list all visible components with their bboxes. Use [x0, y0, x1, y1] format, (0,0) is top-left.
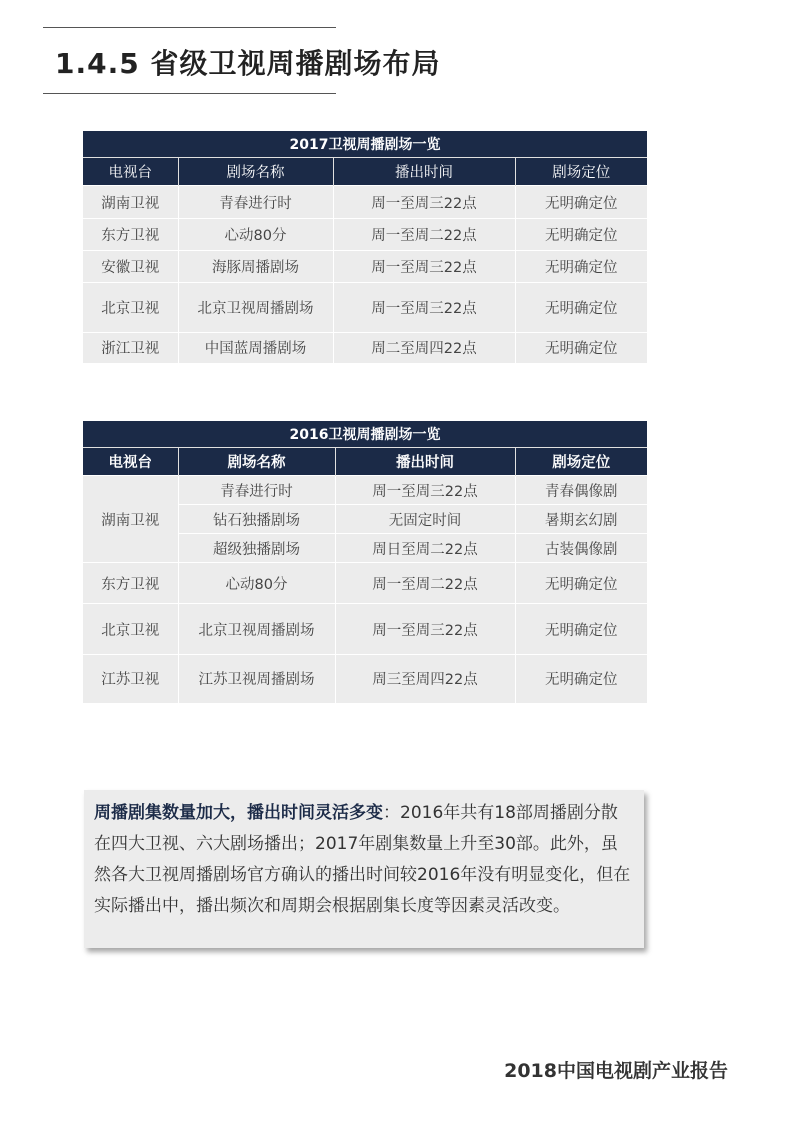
- positioning-cell: 无明确定位: [515, 333, 647, 363]
- page-title: 1.4.5 省级卫视周播剧场布局: [55, 47, 441, 80]
- table-2017: [83, 131, 647, 363]
- station-cell: 湖南卫视: [83, 476, 178, 563]
- theater-cell: 北京卫视周播剧场: [178, 283, 333, 333]
- positioning-cell: 无明确定位: [515, 283, 647, 333]
- col-theater: 剧场名称: [178, 448, 335, 476]
- report-footer: 2018中国电视剧产业报告: [504, 1060, 728, 1082]
- time-cell: 周一至周三22点: [333, 251, 515, 283]
- table-2016: [83, 421, 647, 703]
- col-station: 电视台: [83, 158, 178, 186]
- station-cell: 北京卫视: [83, 283, 178, 333]
- theater-cell: 超级独播剧场: [178, 534, 335, 563]
- theater-cell: 心动80分: [178, 219, 333, 251]
- positioning-cell: 古装偶像剧: [515, 534, 647, 563]
- table-2017-title: 2017卫视周播剧场一览: [83, 131, 647, 158]
- station-cell: 东方卫视: [83, 563, 178, 604]
- station-cell: 浙江卫视: [83, 333, 178, 363]
- col-time: 播出时间: [333, 158, 515, 186]
- table-row: [83, 655, 647, 703]
- theater-cell: 中国蓝周播剧场: [178, 333, 333, 363]
- time-cell: 周三至周四22点: [335, 655, 515, 703]
- table-row: [83, 604, 647, 655]
- time-cell: 无固定时间: [335, 505, 515, 534]
- station-cell: 北京卫视: [83, 604, 178, 655]
- time-cell: 周一至周三22点: [335, 604, 515, 655]
- summary-body: ：2016年共有18部周播剧分散在四大卫视、六大剧场播出；2017年剧集数量上升至30部。此外，虽然各大卫视周播剧场官方确认的播出时间较2016年没有明显变化，但在实际播出中，播出频次和周期会根据剧集长度等因素灵活改变。: [94, 803, 631, 916]
- theater-cell: 心动80分: [178, 563, 335, 604]
- positioning-cell: 无明确定位: [515, 186, 647, 219]
- table-2016-header: [83, 448, 647, 476]
- title-rule-top: [43, 27, 336, 28]
- time-cell: 周一至周二22点: [333, 219, 515, 251]
- table-row: [83, 563, 647, 604]
- col-theater: 剧场名称: [178, 158, 333, 186]
- positioning-cell: 青春偶像剧: [515, 476, 647, 505]
- station-cell: 安徽卫视: [83, 251, 178, 283]
- theater-cell: 钻石独播剧场: [178, 505, 335, 534]
- col-positioning: 剧场定位: [515, 448, 647, 476]
- summary-box: [84, 790, 644, 948]
- theater-cell: 青春进行时: [178, 476, 335, 505]
- time-cell: 周一至周三22点: [333, 186, 515, 219]
- time-cell: 周日至周二22点: [335, 534, 515, 563]
- theater-cell: 江苏卫视周播剧场: [178, 655, 335, 703]
- table-row: [83, 283, 647, 333]
- time-cell: 周一至周三22点: [333, 283, 515, 333]
- theater-cell: 海豚周播剧场: [178, 251, 333, 283]
- table-2017-header: [83, 158, 647, 186]
- time-cell: 周一至周三22点: [335, 476, 515, 505]
- station-cell: 江苏卫视: [83, 655, 178, 703]
- positioning-cell: 暑期玄幻剧: [515, 505, 647, 534]
- table-row: [83, 219, 647, 251]
- positioning-cell: 无明确定位: [515, 604, 647, 655]
- col-time: 播出时间: [335, 448, 515, 476]
- positioning-cell: 无明确定位: [515, 563, 647, 604]
- theater-cell: 青春进行时: [178, 186, 333, 219]
- summary-lead: 周播剧集数量加大，播出时间灵活多变: [94, 803, 383, 823]
- positioning-cell: 无明确定位: [515, 251, 647, 283]
- table-row: [83, 251, 647, 283]
- table-2016-title: 2016卫视周播剧场一览: [83, 421, 647, 448]
- time-cell: 周一至周二22点: [335, 563, 515, 604]
- table-row: [83, 476, 647, 505]
- station-cell: 东方卫视: [83, 219, 178, 251]
- title-rule-bottom: [43, 93, 336, 94]
- station-cell: 湖南卫视: [83, 186, 178, 219]
- time-cell: 周二至周四22点: [333, 333, 515, 363]
- col-station: 电视台: [83, 448, 178, 476]
- positioning-cell: 无明确定位: [515, 655, 647, 703]
- table-row: [83, 186, 647, 219]
- col-positioning: 剧场定位: [515, 158, 647, 186]
- table-row: [83, 333, 647, 363]
- theater-cell: 北京卫视周播剧场: [178, 604, 335, 655]
- positioning-cell: 无明确定位: [515, 219, 647, 251]
